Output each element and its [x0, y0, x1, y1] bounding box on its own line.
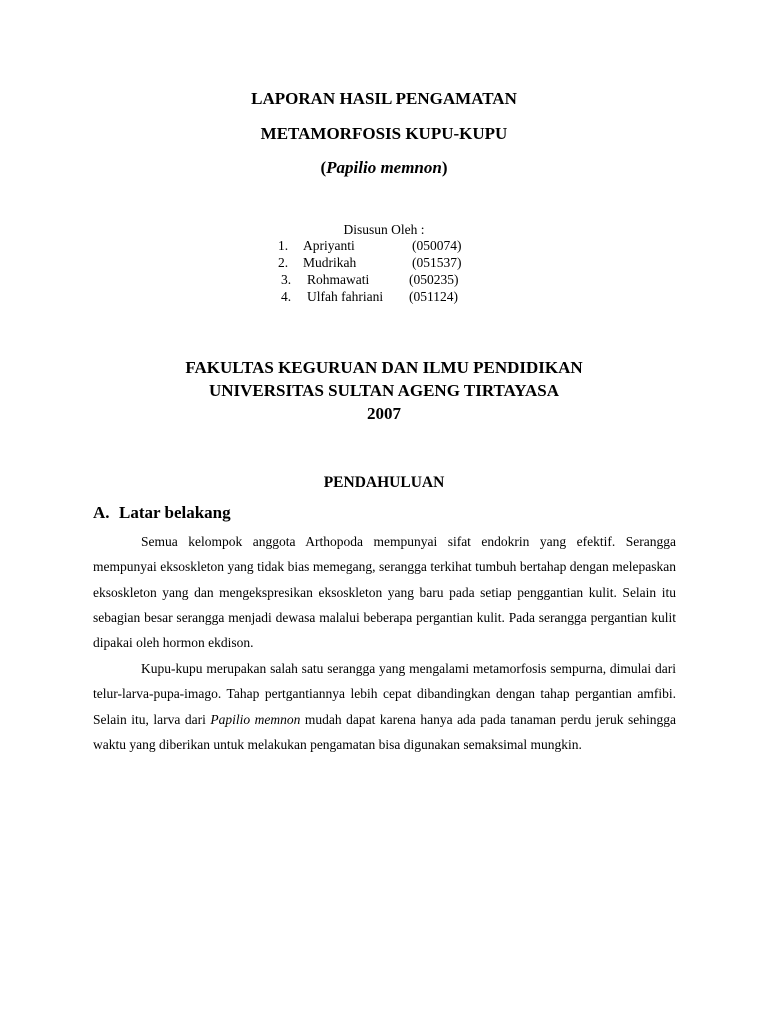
author-nim: (050074) — [412, 238, 462, 253]
authors-label: Disusun Oleh : — [343, 222, 425, 237]
paragraph-1 — [93, 529, 676, 655]
author-name: Mudrikah — [303, 255, 357, 270]
paren-open: ( — [320, 158, 327, 177]
author-name: Rohmawati — [307, 272, 370, 287]
faculty-name: FAKULTAS KEGURUAN DAN ILMU PENDIDIKAN — [185, 358, 583, 377]
section-heading: PENDAHULUAN — [323, 474, 445, 491]
paragraph-part: mudah dapat karena hanya ada pada tanaman perdu jeruk sehingga waktu yang diberikan untuk melakukan pengamatan bisa digunakan semaksimal mungkin. — [93, 711, 676, 752]
author-item — [0, 289, 768, 306]
paragraph-text — [93, 656, 676, 757]
author-item — [0, 238, 768, 255]
subsection-title: Latar belakang — [119, 503, 231, 522]
author-item — [0, 255, 768, 272]
author-name: Ulfah fahriani — [307, 289, 384, 304]
paragraph-part: Kupu-kupu merupakan salah satu serangga yang mengalami metamorfosis sempurna, dimulai dari telur-larva-pupa-imago. Tahap pertgantiannya lebih cepat dibandingkan dengan tahap pergantian amfibi. Selain itu, larva dari — [93, 661, 676, 727]
report-title-species — [0, 158, 768, 178]
report-title-line2: METAMORFOSIS KUPU-KUPU — [260, 124, 508, 143]
subsection-heading — [93, 503, 231, 523]
author-nim: (051124) — [409, 289, 458, 304]
author-list — [0, 238, 768, 306]
author-nim: (050235) — [409, 272, 459, 287]
author-name: Apriyanti — [303, 238, 355, 253]
author-number: 2. — [278, 255, 289, 270]
paragraph-2 — [93, 656, 676, 757]
subsection-letter: A. — [93, 503, 110, 522]
report-title-line1: LAPORAN HASIL PENGAMATAN — [251, 89, 517, 108]
author-nim: (051537) — [412, 255, 462, 270]
species-italic: Papilio memnon — [210, 711, 301, 727]
author-number: 1. — [278, 238, 289, 253]
university-name: UNIVERSITAS SULTAN AGENG TIRTAYASA — [208, 381, 560, 400]
species-name: Papilio memnon — [326, 158, 442, 177]
author-number: 3. — [281, 272, 292, 287]
year: 2007 — [367, 404, 401, 423]
author-item — [0, 272, 768, 289]
paragraph-text: Semua kelompok anggota Arthopoda mempunyai sifat endokrin yang efektif. Serangga mempunyai eksoskleton yang tidak bias memegang, serangga terkihat tumbuh bertahap dengan melepaskan eksoskleton yang dan mengekspresikan eksoskleton yang baru pada setiap penggantian kulit. Selain itu sebagian besar serangga menjadi dewasa malalui beberapa pergantian kulit. Pada serangga pergantian kulit dipakai oleh hormon ekdison. — [93, 534, 676, 651]
author-number: 4. — [281, 289, 292, 304]
paren-close: ) — [441, 158, 448, 177]
